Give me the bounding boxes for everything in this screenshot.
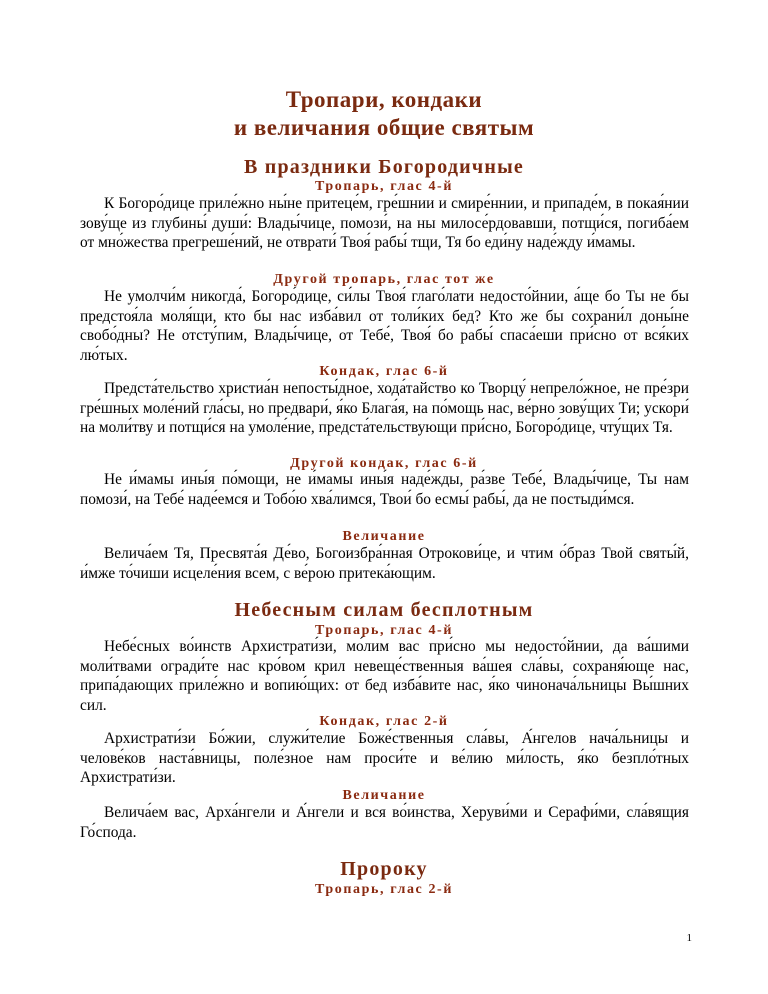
hymn-text: Небе́сных во́инств Архистрати́зи, мо́лим вас при́сно мы недосто́йнии, да ва́шими моли́твами огради́те нас кро́вом крил невеще́ственныя ва́шея сла́вы, сохраня́юще нас, припа́дающих приле́жно и вопию́щих: от бед изба́вите нас, я́ко чинонача́льницы Вы́шних сил. bbox=[80, 638, 689, 714]
hymn-subheading: Другой кондак, глас 6-й bbox=[290, 456, 478, 471]
hymn-subheading: Тропарь, глас 4-й bbox=[315, 179, 453, 194]
hymn-text: Велича́ем Тя, Пресвята́я Де́во, Богоизбра́нная Отрокови́це, и чтим о́браз Твой святы́й, и́мже то́чиши исцеле́ния всем, с ве́рою притека́ющим. bbox=[80, 545, 689, 582]
hymn-subheading: Другой тропарь, глас тот же bbox=[273, 272, 495, 287]
hymn-subheading: Кондак, глас 2-й bbox=[319, 714, 449, 729]
section-heading: В праздники Богородичные bbox=[244, 156, 524, 178]
hymn-text: Архистрати́зи Бо́жии, служи́телие Боже́ственныя сла́вы, А́нгелов нача́льницы и челове́ков наста́вницы, поле́зное нам проси́те и ве́лию ми́лость, я́ко безпло́тных Архистрати́зи. bbox=[80, 730, 689, 787]
hymn-subheading: Тропарь, глас 4-й bbox=[315, 623, 453, 638]
section-heading: Небесным силам бесплотным bbox=[234, 599, 534, 621]
section-heading: Пророку bbox=[340, 858, 428, 880]
hymn-subheading: Тропарь, глас 2-й bbox=[315, 882, 453, 897]
hymn-subheading: Кондак, глас 6-й bbox=[319, 364, 449, 379]
page-title-line-1: Тропари, кондаки bbox=[285, 87, 483, 112]
hymn-text: Не и́мамы ины́я по́мощи, не и́мамы ины́я наде́жды, ра́зве Тебе́, Влады́чице, Ты нам помози́, на Тебе́ наде́емся и Тобо́ю хва́лимся, Твои́ бо есмы́ рабы́, да не постыди́мся. bbox=[80, 471, 689, 508]
hymn-subheading: Величание bbox=[342, 788, 426, 803]
page-title-line-2: и величания общие святым bbox=[233, 115, 535, 140]
hymn-text: К Богоро́дице приле́жно ны́не притеце́м, гре́шнии и смире́ннии, и припаде́м, в покая́нии зову́ще из глубины́ души́: Влады́чице, помози́, на ны милосе́рдовавши, потщи́ся, погиба́ем от мно́жества прегреше́ний, не отврати́ Твоя́ рабы́ тщи, Тя бо еди́ну наде́жду и́мамы. bbox=[80, 195, 689, 252]
hymn-text: Предста́тельство христиа́н непосты́дное, хода́тайство ко Творцу́ непрело́жное, не пре́зри гре́шных моле́ний гла́сы, но предвари́, я́ко Блага́я, на по́мощь нас, ве́рно зову́щих Ти; ускори́ на моли́тву и потщи́ся на умоле́ние, предста́тельствующи при́сно, Богоро́дице, чту́щих Тя. bbox=[80, 380, 689, 437]
hymn-subheading: Величание bbox=[342, 529, 426, 544]
hymn-text: Велича́ем вас, Арха́нгели и А́нгели и вся во́инства, Херуви́ми и Серафи́ми, сла́вящия Го́спода. bbox=[80, 804, 689, 841]
hymn-text: Не умолчи́м никогда́, Богоро́дице, си́лы Твоя́ глаго́лати недосто́йнии, а́ще бо Ты не бы предстоя́ла моля́щи, кто бы нас изба́вил от толи́ких бед? Кто же бы сохрани́л доны́не свобо́дны? Не отсту́пим, Влады́чице, от Тебе́, Твоя́ бо рабы́ спаса́еши при́сно от вся́ких лю́тых. bbox=[80, 288, 689, 364]
page-number: 1 bbox=[686, 932, 692, 944]
